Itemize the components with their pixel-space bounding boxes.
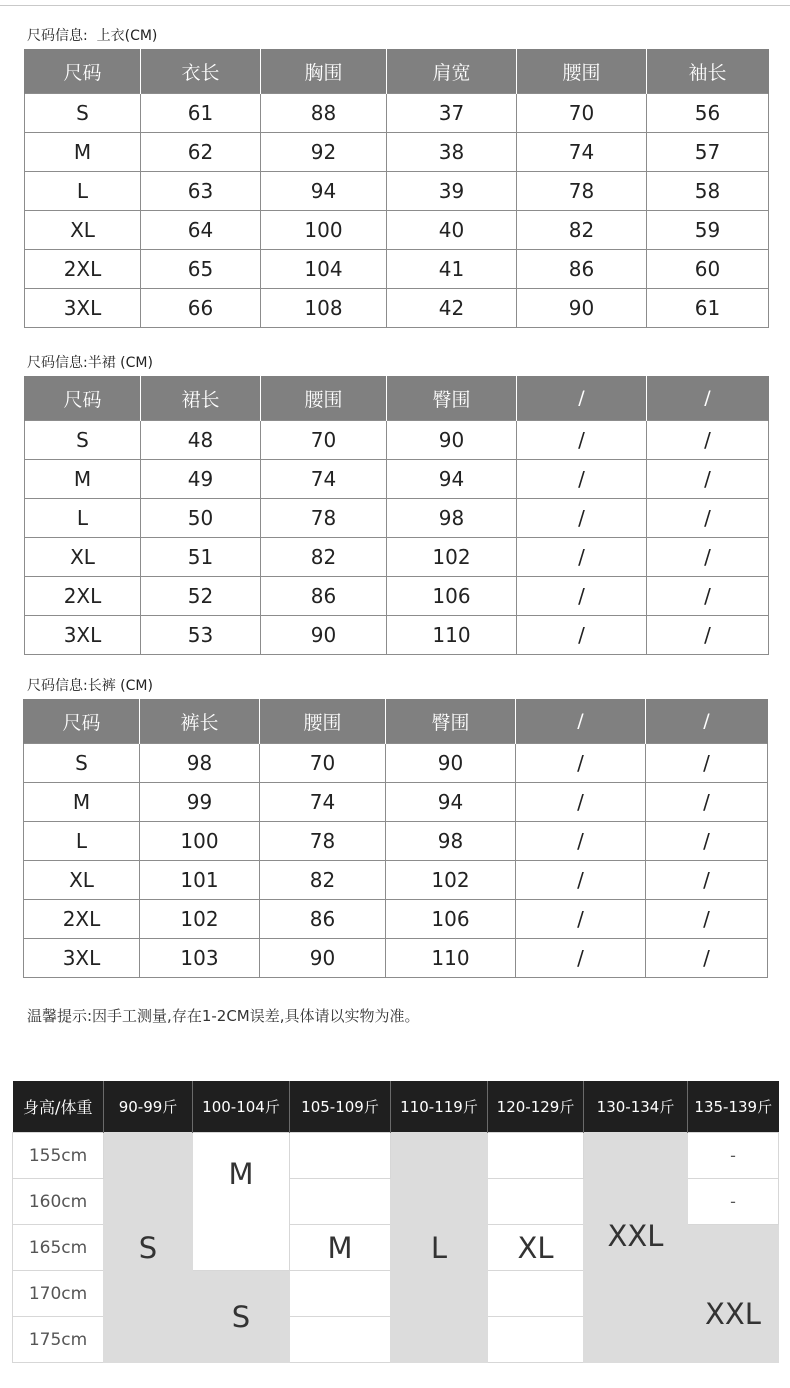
size-label: M xyxy=(228,1156,254,1191)
cell-size: L xyxy=(25,172,141,211)
cell-size: S xyxy=(25,94,141,133)
header-size: 尺码 xyxy=(25,49,141,94)
cell-value: 70 xyxy=(260,744,386,783)
header-pants-length: 裤长 xyxy=(140,699,260,744)
cell-value: 57 xyxy=(647,133,769,172)
cell-value: 66 xyxy=(141,289,261,328)
header-weight: 110-119斤 xyxy=(391,1081,488,1133)
empty-cell xyxy=(488,1271,584,1317)
cell-value: 61 xyxy=(647,289,769,328)
height-label: 155cm xyxy=(13,1133,104,1179)
cell-value: / xyxy=(647,616,769,655)
cell-size: S xyxy=(25,421,141,460)
cell-value: 70 xyxy=(261,421,387,460)
cell-size: XL xyxy=(25,211,141,250)
cell-value: 90 xyxy=(260,939,386,978)
cell-value: 41 xyxy=(387,250,517,289)
cell-value: 104 xyxy=(261,250,387,289)
cell-value: 102 xyxy=(386,861,516,900)
skirt-size-table xyxy=(24,376,769,655)
cell-value: 101 xyxy=(140,861,260,900)
cell-size: M xyxy=(24,783,140,822)
cell-value: / xyxy=(517,616,647,655)
cell-value: 98 xyxy=(386,822,516,861)
empty-cell xyxy=(290,1179,391,1225)
cell-value: 38 xyxy=(387,133,517,172)
table-row xyxy=(13,1133,779,1179)
cell-size: M xyxy=(25,133,141,172)
skirt-section-title: 尺码信息:半裙 (CM) xyxy=(27,355,153,371)
cell-value: 98 xyxy=(140,744,260,783)
size-cell xyxy=(688,1225,779,1363)
cell-value: 99 xyxy=(140,783,260,822)
cell-value: 58 xyxy=(647,172,769,211)
cell-value: / xyxy=(516,861,646,900)
cell-size: 2XL xyxy=(25,250,141,289)
cell-value: 39 xyxy=(387,172,517,211)
cell-value: / xyxy=(516,900,646,939)
empty-cell xyxy=(290,1133,391,1179)
cell-value: 90 xyxy=(261,616,387,655)
pants-size-table xyxy=(23,699,768,978)
cell-value: 108 xyxy=(261,289,387,328)
cell-size: 2XL xyxy=(24,900,140,939)
cell-value: / xyxy=(516,939,646,978)
cell-value: / xyxy=(517,538,647,577)
header-weight: 100-104斤 xyxy=(193,1081,290,1133)
top-size-table xyxy=(24,49,769,328)
header-hip: 臀围 xyxy=(386,699,516,744)
header-waist: 腰围 xyxy=(517,49,647,94)
cell-value: 110 xyxy=(386,939,516,978)
cell-value: 110 xyxy=(387,616,517,655)
cell-size: 3XL xyxy=(25,616,141,655)
cell-value: / xyxy=(516,783,646,822)
cell-value: 78 xyxy=(261,499,387,538)
header-height-weight: 身高/体重 xyxy=(13,1081,104,1133)
height-label: 170cm xyxy=(13,1271,104,1317)
cell-value: 78 xyxy=(517,172,647,211)
header-empty: / xyxy=(516,699,646,744)
header-row xyxy=(25,376,769,421)
table-row xyxy=(25,172,769,211)
cell-value: / xyxy=(516,822,646,861)
header-weight: 130-134斤 xyxy=(584,1081,688,1133)
cell-value: 53 xyxy=(141,616,261,655)
header-weight: 90-99斤 xyxy=(104,1081,193,1133)
table-row xyxy=(24,861,768,900)
cell-value: 70 xyxy=(517,94,647,133)
cell-value: / xyxy=(517,421,647,460)
size-cell: M xyxy=(290,1225,391,1271)
cell-value: 100 xyxy=(261,211,387,250)
cell-value: 94 xyxy=(261,172,387,211)
cell-size: 3XL xyxy=(25,289,141,328)
size-cell: S xyxy=(104,1133,193,1363)
cell-value: 61 xyxy=(141,94,261,133)
cell-value: / xyxy=(517,460,647,499)
cell-value: 82 xyxy=(517,211,647,250)
cell-value: 100 xyxy=(140,822,260,861)
header-size: 尺码 xyxy=(25,376,141,421)
table-row xyxy=(25,499,769,538)
cell-value: 90 xyxy=(517,289,647,328)
header-empty: / xyxy=(647,376,769,421)
table-row xyxy=(25,460,769,499)
cell-value: / xyxy=(646,861,768,900)
size-cell xyxy=(193,1133,290,1271)
header-hip: 臀围 xyxy=(387,376,517,421)
cell-value: / xyxy=(646,822,768,861)
table-row xyxy=(24,744,768,783)
header-bust: 胸围 xyxy=(261,49,387,94)
cell-value: / xyxy=(647,577,769,616)
empty-cell xyxy=(488,1317,584,1363)
header-sleeve: 袖长 xyxy=(647,49,769,94)
pants-section-title: 尺码信息:长裤 (CM) xyxy=(27,678,153,694)
top-section-title: 尺码信息: 上衣(CM) xyxy=(27,28,158,44)
dash-cell: - xyxy=(688,1133,779,1179)
cell-value: / xyxy=(646,900,768,939)
height-label: 160cm xyxy=(13,1179,104,1225)
table-row xyxy=(25,289,769,328)
cell-value: 64 xyxy=(141,211,261,250)
header-length: 衣长 xyxy=(141,49,261,94)
size-cell: S xyxy=(193,1271,290,1363)
cell-value: 90 xyxy=(386,744,516,783)
header-shoulder: 肩宽 xyxy=(387,49,517,94)
cell-size: S xyxy=(24,744,140,783)
table-row xyxy=(24,900,768,939)
header-size: 尺码 xyxy=(24,699,140,744)
dash-cell: - xyxy=(688,1179,779,1225)
cell-value: 56 xyxy=(647,94,769,133)
cell-value: / xyxy=(517,577,647,616)
empty-cell xyxy=(290,1317,391,1363)
cell-value: 106 xyxy=(387,577,517,616)
cell-value: 86 xyxy=(260,900,386,939)
cell-value: 48 xyxy=(141,421,261,460)
cell-value: 103 xyxy=(140,939,260,978)
cell-value: 78 xyxy=(260,822,386,861)
size-cell: L xyxy=(391,1133,488,1363)
cell-value: 74 xyxy=(260,783,386,822)
cell-size: XL xyxy=(25,538,141,577)
table-row xyxy=(25,250,769,289)
cell-value: / xyxy=(647,460,769,499)
header-row xyxy=(13,1081,779,1133)
cell-value: 62 xyxy=(141,133,261,172)
cell-value: 50 xyxy=(141,499,261,538)
measurement-tip: 温馨提示:因手工测量,存在1-2CM误差,具体请以实物为准。 xyxy=(27,1007,420,1025)
cell-value: / xyxy=(516,744,646,783)
cell-value: 102 xyxy=(140,900,260,939)
size-label: XXL xyxy=(705,1296,761,1331)
header-weight: 135-139斤 xyxy=(688,1081,779,1133)
table-row xyxy=(25,538,769,577)
header-row xyxy=(24,699,768,744)
cell-value: 102 xyxy=(387,538,517,577)
cell-value: 94 xyxy=(387,460,517,499)
cell-value: / xyxy=(647,499,769,538)
table-row xyxy=(25,94,769,133)
cell-value: 94 xyxy=(386,783,516,822)
cell-value: 40 xyxy=(387,211,517,250)
header-empty: / xyxy=(517,376,647,421)
height-label: 175cm xyxy=(13,1317,104,1363)
cell-value: 98 xyxy=(387,499,517,538)
size-cell: XL xyxy=(488,1225,584,1271)
table-row xyxy=(25,421,769,460)
size-cell xyxy=(584,1133,688,1363)
cell-value: 106 xyxy=(386,900,516,939)
cell-size: XL xyxy=(24,861,140,900)
empty-cell xyxy=(488,1179,584,1225)
cell-value: 63 xyxy=(141,172,261,211)
header-weight: 120-129斤 xyxy=(488,1081,584,1133)
top-divider xyxy=(0,5,790,6)
cell-value: 60 xyxy=(647,250,769,289)
cell-value: 82 xyxy=(260,861,386,900)
cell-value: / xyxy=(646,744,768,783)
cell-value: 86 xyxy=(517,250,647,289)
cell-value: 51 xyxy=(141,538,261,577)
cell-size: 2XL xyxy=(25,577,141,616)
header-weight: 105-109斤 xyxy=(290,1081,391,1133)
table-row xyxy=(25,616,769,655)
table-row xyxy=(25,133,769,172)
height-weight-table xyxy=(12,1081,779,1363)
cell-value: 86 xyxy=(261,577,387,616)
size-label: XXL xyxy=(607,1218,664,1253)
cell-value: / xyxy=(647,538,769,577)
cell-value: 90 xyxy=(387,421,517,460)
cell-value: 74 xyxy=(261,460,387,499)
cell-value: / xyxy=(646,783,768,822)
table-row xyxy=(24,822,768,861)
header-waist: 腰围 xyxy=(261,376,387,421)
cell-value: 88 xyxy=(261,94,387,133)
cell-size: L xyxy=(25,499,141,538)
cell-value: / xyxy=(517,499,647,538)
cell-size: 3XL xyxy=(24,939,140,978)
cell-value: 74 xyxy=(517,133,647,172)
cell-value: 49 xyxy=(141,460,261,499)
cell-value: 65 xyxy=(141,250,261,289)
cell-value: 82 xyxy=(261,538,387,577)
empty-cell xyxy=(488,1133,584,1179)
cell-value: 92 xyxy=(261,133,387,172)
cell-value: 59 xyxy=(647,211,769,250)
cell-value: / xyxy=(646,939,768,978)
header-skirt-length: 裙长 xyxy=(141,376,261,421)
cell-size: L xyxy=(24,822,140,861)
cell-value: / xyxy=(647,421,769,460)
header-empty: / xyxy=(646,699,768,744)
table-row xyxy=(25,577,769,616)
cell-value: 42 xyxy=(387,289,517,328)
cell-size: M xyxy=(25,460,141,499)
empty-cell xyxy=(290,1271,391,1317)
height-label: 165cm xyxy=(13,1225,104,1271)
header-row xyxy=(25,49,769,94)
cell-value: 52 xyxy=(141,577,261,616)
header-waist: 腰围 xyxy=(260,699,386,744)
cell-value: 37 xyxy=(387,94,517,133)
table-row xyxy=(24,783,768,822)
table-row xyxy=(24,939,768,978)
table-row xyxy=(25,211,769,250)
